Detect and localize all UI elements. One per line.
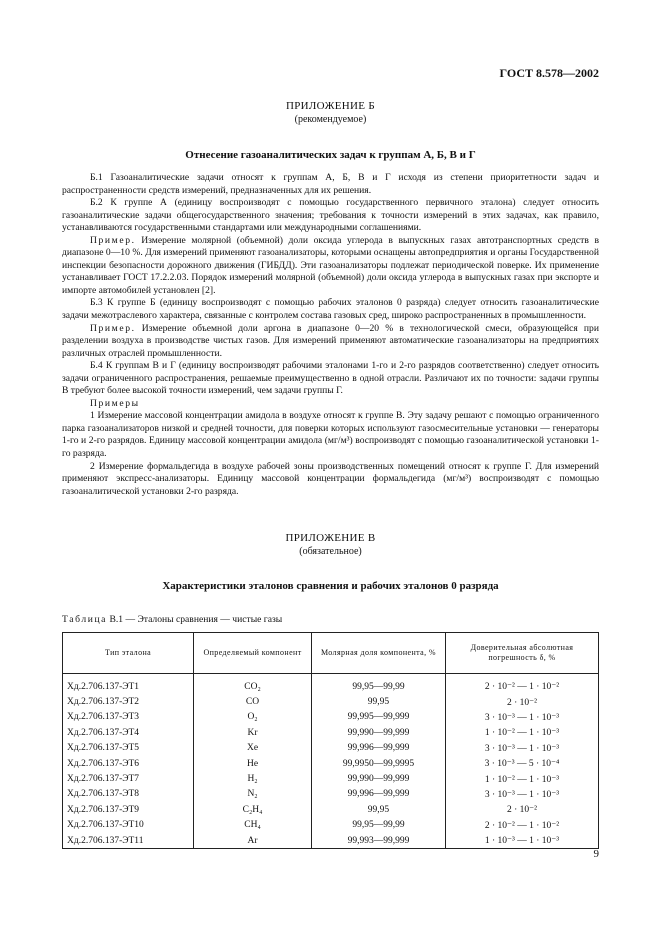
cell-component: N₂	[194, 787, 312, 802]
appendix-b-subtitle: (рекомендуемое)	[294, 114, 367, 125]
table-row	[63, 674, 599, 695]
cell-error: 3 · 10⁻³ — 1 · 10⁻³	[445, 787, 598, 802]
column-header-error: Доверительная абсолютная погрешность δ, %	[445, 633, 598, 674]
cell-error: 1 · 10⁻³ — 1 · 10⁻³	[445, 833, 598, 849]
appendix-b-title: ПРИЛОЖЕНИЕ Б	[286, 100, 375, 112]
cell-error: 1 · 10⁻² — 1 · 10⁻³	[445, 771, 598, 786]
cell-etalon-type: Хд.2.706.137-ЭТ5	[63, 741, 194, 756]
cell-error: 3 · 10⁻³ — 1 · 10⁻³	[445, 741, 598, 756]
cell-error: 2 · 10⁻² — 1 · 10⁻²	[445, 674, 598, 695]
example-label: Пример.	[90, 322, 136, 334]
cell-error: 3 · 10⁻³ — 1 · 10⁻³	[445, 710, 598, 725]
cell-molar-fraction: 99,990—99,999	[311, 725, 445, 740]
appendix-v-heading: Характеристики эталонов сравнения и рабочих эталонов 0 разряда	[162, 580, 499, 592]
cell-error: 3 · 10⁻³ — 5 · 10⁻⁴	[445, 756, 598, 771]
cell-component: C₂H₄	[194, 802, 312, 817]
cell-molar-fraction: 99,95—99,99	[311, 674, 445, 695]
paragraph-b4: Б.4 К группам В и Г (единицу воспроизводят рабочими эталонами 1-го и 2-го разрядов соответственно) следует относить задачи ограниченного распространения, решаемые преимущественно в одной отрасли. Различают их по точности: задачи группы В требуют более высокой точности измерений, чем задачи группы Г.	[62, 360, 599, 397]
cell-etalon-type: Хд.2.706.137-ЭТ9	[63, 802, 194, 817]
document-header: ГОСТ 8.578—2002	[499, 66, 599, 80]
cell-molar-fraction: 99,990—99,999	[311, 771, 445, 786]
appendix-v-title: ПРИЛОЖЕНИЕ В	[285, 532, 376, 544]
cell-molar-fraction: 99,95	[311, 694, 445, 709]
example-b3	[62, 323, 599, 361]
example-text: Измерение молярной (объемной) доли оксида углерода в выпускных газах автотранспортных средств в диапазоне 0—10 %. Для измерений применяют газоанализаторы, которыми оснащены автопредприятия и органы Государственной инспекции безопасности дорожного движения (ГИБДД). Эти газоанализаторы подлежат периодической поверке. Их применение устанавливает ГОСТ 17.2.2.03. Порядок измерений молярной (объемной) доли оксида углерода в выпускных газах при экспорте и импорте автомобилей установлен [2].	[62, 234, 599, 296]
page-number: 9	[593, 848, 599, 860]
cell-etalon-type: Хд.2.706.137-ЭТ2	[63, 694, 194, 709]
cell-molar-fraction: 99,995—99,999	[311, 710, 445, 725]
example-b2	[62, 235, 599, 298]
cell-error: 2 · 10⁻² — 1 · 10⁻²	[445, 818, 598, 833]
table-caption	[62, 614, 282, 625]
cell-component: CO	[194, 694, 312, 709]
cell-component: H₂	[194, 771, 312, 786]
cell-error: 2 · 10⁻²	[445, 694, 598, 709]
paragraph-b2: Б.2 К группе А (единицу воспроизводят с помощью государственного первичного эталона) следует относить газоаналитические задачи общегосударственного значения; требования к точности измерений в этих задачах, как правило, устанавливаются государственными стандартами или международными соглашениями.	[62, 197, 599, 234]
table-row	[63, 787, 599, 802]
cell-molar-fraction: 99,95	[311, 802, 445, 817]
cell-molar-fraction: 99,996—99,999	[311, 787, 445, 802]
example-2: 2 Измерение формальдегида в воздухе рабочей зоны производственных помещений относят к группе Г. Для измерений применяют экспресс-анализаторы. Единицу массовой концентрации формальдегида (мг/м³) воспроизводят с помощью газоаналитической установки 2-го разряда.	[62, 460, 599, 497]
appendix-v-subtitle: (обязательное)	[299, 546, 362, 557]
cell-component: Ar	[194, 833, 312, 849]
example-label: Пример.	[90, 234, 136, 246]
table-row	[63, 771, 599, 786]
cell-etalon-type: Хд.2.706.137-ЭТ1	[63, 674, 194, 695]
table-row	[63, 741, 599, 756]
column-header-fraction: Молярная доля компонента, %	[311, 633, 445, 674]
example-1: 1 Измерение массовой концентрации амидола в воздухе относят к группе В. Эту задачу решают с помощью ограниченного парка газоанализаторов низкой и средней точности, для поверки которых используют газосмесительные установки — генераторы 1-го и 2-го разрядов. Единицу массовой концентрации амидола (мг/м³) воспроизводят с помощью газоаналитической установки 1-го разряда.	[62, 410, 599, 460]
cell-molar-fraction: 99,9950—99,9995	[311, 756, 445, 771]
table-row	[63, 756, 599, 771]
cell-etalon-type: Хд.2.706.137-ЭТ8	[63, 787, 194, 802]
cell-error: 1 · 10⁻² — 1 · 10⁻³	[445, 725, 598, 740]
cell-component: CO₂	[194, 674, 312, 695]
example-text: Измерение объемной доли аргона в диапазоне 0—20 % в технологической смеси, образующейся при разделении воздуха в производстве чистых газов. Для измерений применяют автоматические газоанализаторы на предприятиях различных отраслей промышленности.	[62, 322, 599, 359]
paragraph-b3: Б.3 К группе Б (единицу воспроизводят с помощью рабочих эталонов 0 разряда) следует относить газоаналитические задачи межотраслевого характера, связанные с контролем состава газовых сред, широко распространенных в промышленности.	[62, 297, 599, 322]
table-caption-text: В.1 — Эталоны сравнения — чистые газы	[109, 614, 283, 625]
table-row	[63, 818, 599, 833]
cell-etalon-type: Хд.2.706.137-ЭТ10	[63, 818, 194, 833]
cell-molar-fraction: 99,993—99,999	[311, 833, 445, 849]
table-body	[63, 674, 599, 849]
column-header-type: Тип эталона	[63, 633, 194, 674]
cell-error: 2 · 10⁻²	[445, 802, 598, 817]
table-row	[63, 833, 599, 849]
table-row	[63, 802, 599, 817]
cell-etalon-type: Хд.2.706.137-ЭТ6	[63, 756, 194, 771]
cell-etalon-type: Хд.2.706.137-ЭТ11	[63, 833, 194, 849]
cell-molar-fraction: 99,996—99,999	[311, 741, 445, 756]
appendix-b-heading: Отнесение газоаналитических задач к группам А, Б, В и Г	[185, 149, 476, 161]
appendix-b-body	[62, 172, 599, 498]
cell-etalon-type: Хд.2.706.137-ЭТ7	[63, 771, 194, 786]
paragraph-b1: Б.1 Газоаналитические задачи относят к группам А, Б, В и Г исходя из степени приоритетности задач и распространенности средств измерений, предназначенных для их решения.	[62, 172, 599, 196]
cell-molar-fraction: 99,95—99,99	[311, 818, 445, 833]
cell-component: Kr	[194, 725, 312, 740]
table-row	[63, 725, 599, 740]
etalons-table	[62, 632, 599, 849]
table-row	[63, 710, 599, 725]
table-caption-label: Таблица	[62, 614, 108, 625]
cell-component: CH₄	[194, 818, 312, 833]
cell-component: O₂	[194, 710, 312, 725]
cell-etalon-type: Хд.2.706.137-ЭТ4	[63, 725, 194, 740]
cell-component: He	[194, 756, 312, 771]
table-header-row	[63, 633, 599, 674]
table-row	[63, 694, 599, 709]
cell-component: Xe	[194, 741, 312, 756]
examples-label: Примеры	[90, 397, 140, 409]
cell-etalon-type: Хд.2.706.137-ЭТ3	[63, 710, 194, 725]
column-header-component: Определяемый компонент	[194, 633, 312, 674]
